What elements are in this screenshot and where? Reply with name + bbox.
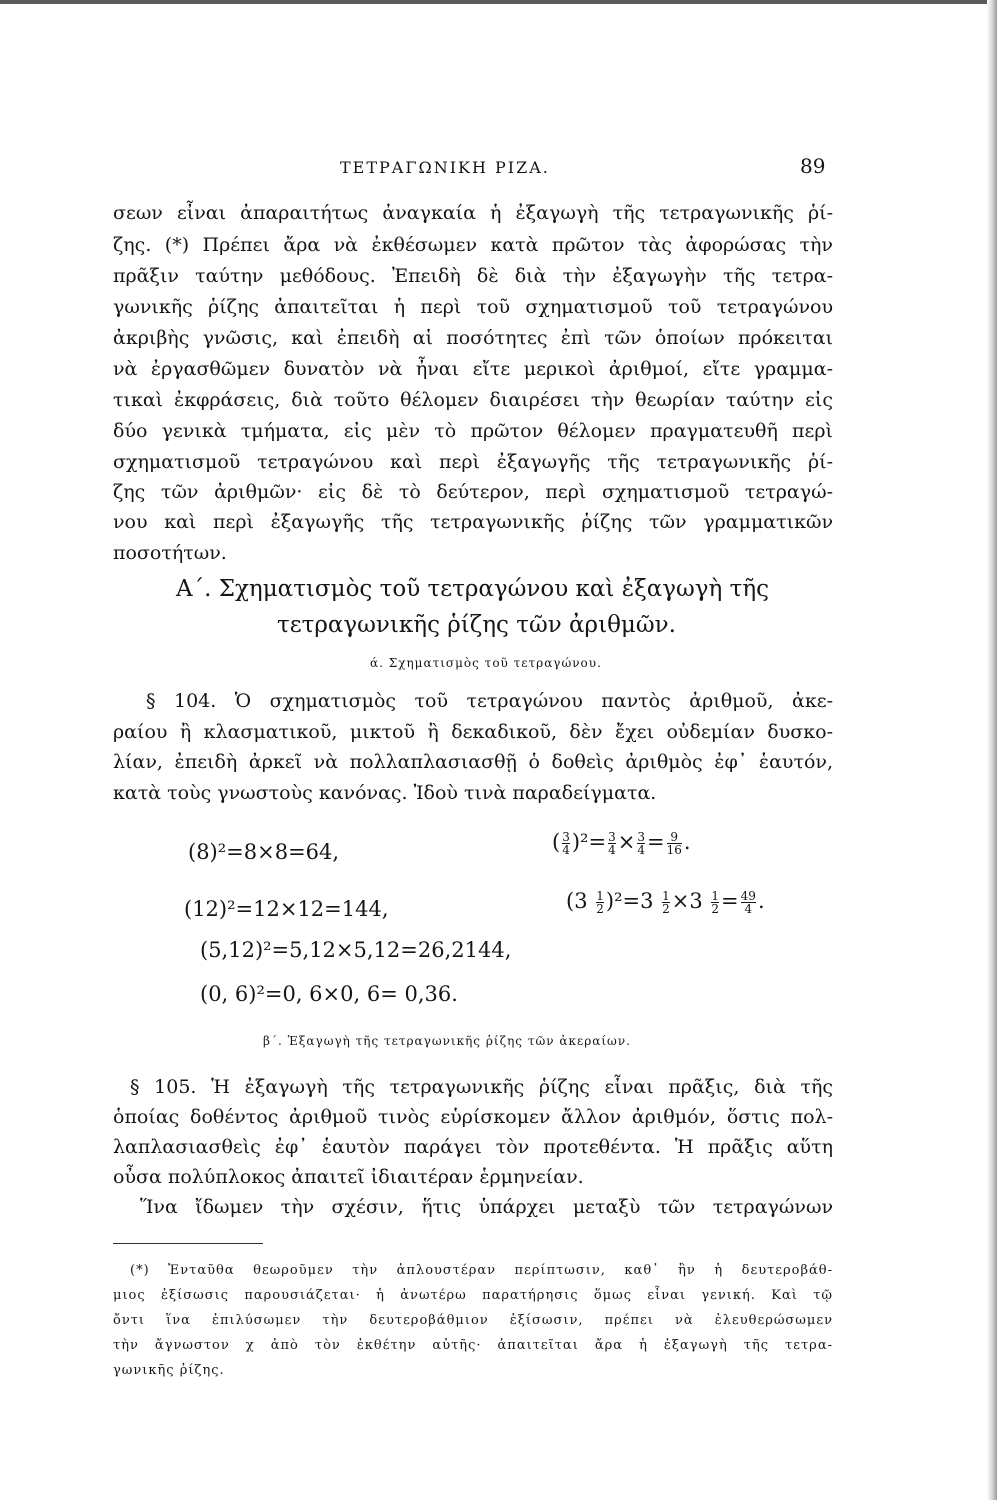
equation-square-0-6: (0, 6)²=0, 6×0, 6= 0,36. bbox=[200, 982, 458, 1006]
footnote-line: μιος ἐξίσωσις παρουσιάζεται· ἡ ἀνωτέρω παρατήρησις ὅμως εἶναι γενική. Καὶ τῷ bbox=[113, 1288, 833, 1303]
intro-line: γωνικῆς ῥίζης ἀπαιτεῖται ἡ περὶ τοῦ σχηματισμοῦ τοῦ τετραγώνου bbox=[113, 296, 833, 318]
intro-line: ἀκριβὴς γνῶσις, καὶ ἐπειδὴ αἱ ποσότητες ἐπὶ τῶν ὁποίων πρόκειται bbox=[113, 327, 833, 349]
paragraph-105-line: Ἵνα ἴδωμεν τὴν σχέσιν, ἥτις ὑπάρχει μεταξὺ τῶν τετραγώνων bbox=[140, 1196, 833, 1218]
footnote-line: τὴν ἄγνωστον χ ἀπὸ τὸν ἐκθέτην αὐτῆς· ἀπαιτεῖται ἄρα ἡ ἐξαγωγὴ τῆς τετρα- bbox=[113, 1338, 833, 1353]
intro-line: νὰ ἐργασθῶμεν δυνατὸν νὰ ἦναι εἴτε μερικοὶ ἀριθμοί, εἴτε γραμμα- bbox=[113, 358, 833, 380]
intro-line: σεων εἶναι ἀπαραιτήτως ἀναγκαία ἡ ἐξαγωγὴ τῆς τετραγωνικῆς ῥί- bbox=[113, 202, 833, 224]
paragraph-104-line: ραίου ἢ κλασματικοῦ, μικτοῦ ἢ δεκαδικοῦ, δὲν ἔχει οὐδεμίαν δυσκο- bbox=[113, 721, 833, 743]
subsection-heading: ά. Σχηματισμὸς τοῦ τετραγώνου. bbox=[370, 656, 602, 670]
paragraph-105-line: οὖσα πολύπλοκος ἀπαιτεῖ ἰδιαιτέραν ἑρμηνείαν. bbox=[113, 1166, 584, 1188]
intro-line: δύο γενικὰ τμήματα, εἰς μὲν τὸ πρῶτον θέλομεν πραγματευθῆ περὶ bbox=[113, 420, 833, 442]
footnote-line: (*) Ἐνταῦθα θεωροῦμεν τὴν ἁπλουστέραν περίπτωσιν, καθ᾽ ἣν ἡ δευτεροβάθ- bbox=[130, 1263, 833, 1278]
section-heading-line2: τετραγωνικῆς ῥίζης τῶν ἀριθμῶν. bbox=[277, 612, 676, 638]
intro-line: νου καὶ περὶ ἐξαγωγῆς τῆς τετραγωνικῆς ῥίζης τῶν γραμματικῶν bbox=[113, 511, 833, 533]
paragraph-105-line: ὁποίας δοθέντος ἀριθμοῦ τινὸς εὑρίσκομεν ἄλλον ἀριθμόν, ὅστις πολ- bbox=[113, 1106, 833, 1128]
equation-square-5-12: (5,12)²=5,12×5,12=26,2144, bbox=[200, 938, 512, 962]
paragraph-104-line: § 104. Ὁ σχηματισμὸς τοῦ τετραγώνου παντὸς ἀριθμοῦ, ἀκε- bbox=[146, 690, 833, 712]
paragraph-104-line: κατὰ τοὺς γνωστοὺς κανόνας. Ἰδοὺ τινὰ παραδείγματα. bbox=[113, 782, 657, 804]
equation-square-8: (8)²=8×8=64, bbox=[188, 840, 340, 864]
paragraph-104-line: λίαν, ἐπειδὴ ἀρκεῖ νὰ πολλαπλασιασθῇ ὁ δοθεὶς ἀριθμὸς ἐφ᾽ ἑαυτόν, bbox=[113, 751, 833, 773]
intro-line: ζης. (*) Πρέπει ἄρα νὰ ἐκθέσωμεν κατὰ πρῶτον τὰς ἀφορώσας τὴν bbox=[113, 234, 833, 256]
intro-line: ποσοτήτων. bbox=[113, 542, 227, 564]
footnote-line: γωνικῆς ῥίζης. bbox=[113, 1363, 225, 1378]
equation-square-three-and-half: (3 $\frac{1}{2}$ )²=3 $\frac{1}{2}$ ×3 $\frac{1}{2}$ = $\frac{49}{4}$ . bbox=[566, 889, 765, 916]
intro-line: τικαὶ ἐκφράσεις, διὰ τοῦτο θέλομεν διαιρέσει τὴν θεωρίαν ταύτην εἰς bbox=[113, 389, 833, 411]
footnote-divider bbox=[113, 1243, 263, 1244]
intro-line: ζης τῶν ἀριθμῶν· εἰς δὲ τὸ δεύτερον, περὶ σχηματισμοῦ τετραγώ- bbox=[113, 481, 833, 503]
paragraph-105-line: § 105. Ἡ ἐξαγωγὴ τῆς τετραγωνικῆς ῥίζης εἶναι πρᾶξις, διὰ τῆς bbox=[130, 1076, 833, 1098]
subsection-heading-extraction: β΄. Ἐξαγωγὴ τῆς τετραγωνικῆς ῥίζης τῶν ἀκεραίων. bbox=[263, 1034, 631, 1048]
running-header: ΤΕΤΡΑΓΩΝΙΚΗ ΡΙΖΑ. bbox=[340, 158, 550, 177]
intro-line: πρᾶξιν ταύτην μεθόδους. Ἐπειδὴ δὲ διὰ τὴν ἐξαγωγὴν τῆς τετρα- bbox=[113, 265, 833, 287]
page-number: 89 bbox=[800, 154, 826, 178]
paragraph-105-line: λαπλασιασθεὶς ἐφ᾽ ἑαυτὸν παράγει τὸν προτεθέντα. Ἡ πρᾶξις αὕτη bbox=[113, 1136, 833, 1158]
equation-square-12: (12)²=12×12=144, bbox=[184, 897, 389, 921]
section-heading-line1: Α΄. Σχηματισμὸς τοῦ τετραγώνου καὶ ἐξαγωγὴ τῆς bbox=[176, 576, 770, 602]
footnote-line: ὄντι ἵνα ἐπιλύσωμεν τὴν δευτεροβάθμιον ἐξίσωσιν, πρέπει νὰ ἐλευθερώσωμεν bbox=[113, 1313, 833, 1328]
intro-line: σχηματισμοῦ τετραγώνου καὶ περὶ ἐξαγωγῆς τῆς τετραγωνικῆς ῥί- bbox=[113, 451, 833, 473]
equation-square-three-quarters: ( $\frac{3}{4}$ )²= $\frac{3}{4}$ × $\frac{3}{4}$ = $\frac{9}{16}$ . bbox=[552, 830, 691, 857]
